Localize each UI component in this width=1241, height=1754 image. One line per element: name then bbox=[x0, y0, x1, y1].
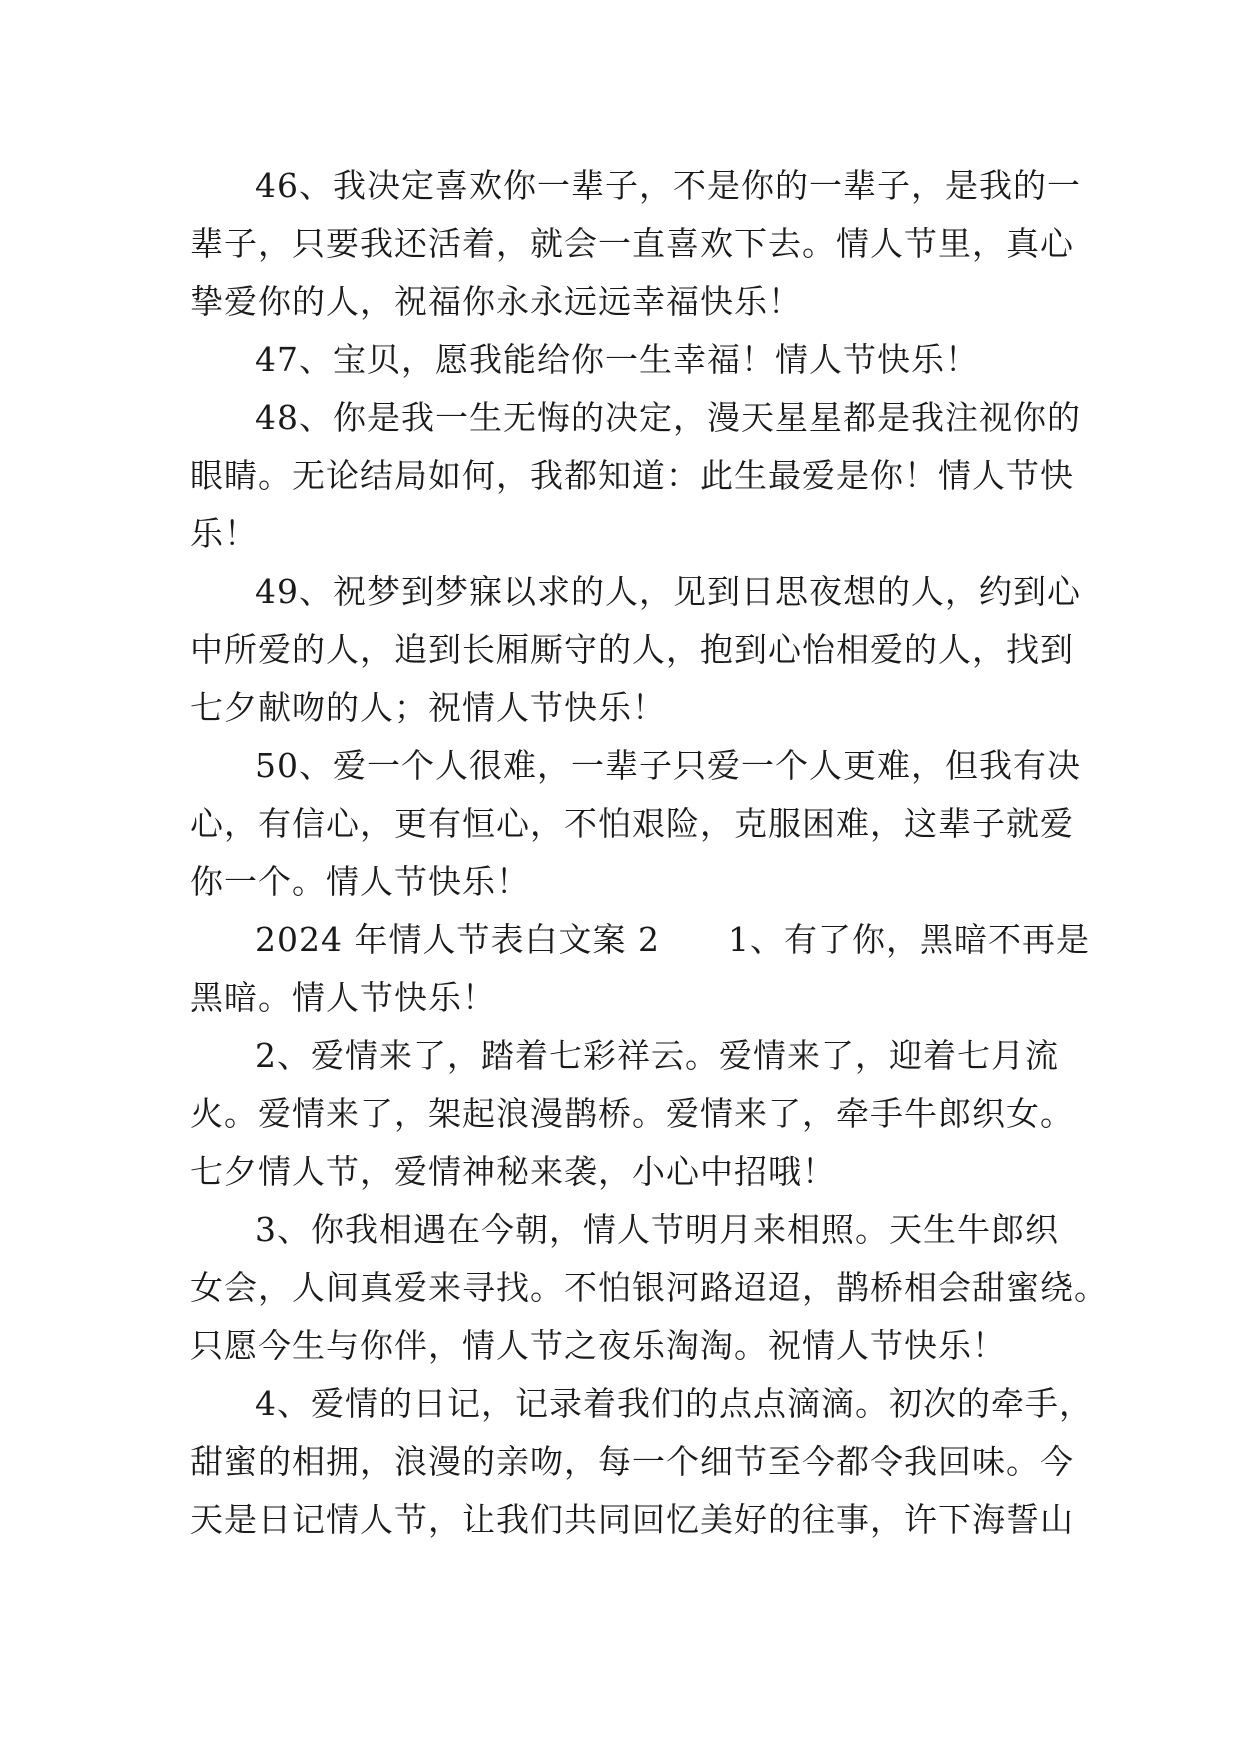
text-line: 七夕情人节，爱情神秘来袭，小心中招哦！ bbox=[190, 1152, 836, 1191]
text-line: 50、爱一个人很难，一辈子只爱一个人更难，但我有决 bbox=[255, 746, 1081, 785]
text-line: 七夕献吻的人；祝情人节快乐！ bbox=[190, 688, 666, 727]
text-line: 天是日记情人节，让我们共同回忆美好的往事，许下海誓山 bbox=[190, 1500, 1074, 1539]
text-line: 46、我决定喜欢你一辈子，不是你的一辈子，是我的一 bbox=[255, 166, 1081, 205]
text-line: 2、爱情来了，踏着七彩祥云。爱情来了，迎着七月流 bbox=[255, 1036, 1059, 1075]
text-line: 48、你是我一生无悔的决定，漫天星星都是我注视你的 bbox=[255, 398, 1081, 437]
text-line: 中所爱的人，追到长厢厮守的人，抱到心怡相爱的人，找到 bbox=[190, 630, 1074, 669]
text-line: 4、爱情的日记，记录着我们的点点滴滴。初次的牵手， bbox=[255, 1384, 1093, 1423]
text-line: 只愿今生与你伴，情人节之夜乐淘淘。祝情人节快乐！ bbox=[190, 1326, 1006, 1365]
text-line: 眼睛。无论结局如何，我都知道：此生最爱是你！情人节快 bbox=[190, 456, 1074, 495]
text-line: 火。爱情来了，架起浪漫鹊桥。爱情来了，牵手牛郎织女。 bbox=[190, 1094, 1074, 1133]
text-line: 心，有信心，更有恒心，不怕艰险，克服困难，这辈子就爱 bbox=[190, 804, 1074, 843]
text-line: 49、祝梦到梦寐以求的人，见到日思夜想的人，约到心 bbox=[255, 572, 1081, 611]
text-line: 3、你我相遇在今朝，情人节明月来相照。天生牛郎织 bbox=[255, 1210, 1059, 1249]
text-line: 你一个。情人节快乐！ bbox=[190, 862, 530, 901]
section-heading-line: 2024 年情人节表白文案 2 1、有了你，黑暗不再是 bbox=[255, 920, 1090, 959]
text-line: 女会，人间真爱来寻找。不怕银河路迢迢，鹊桥相会甜蜜绕。 bbox=[190, 1268, 1108, 1307]
text-line: 挚爱你的人，祝福你永永远远幸福快乐！ bbox=[190, 282, 802, 321]
text-line: 甜蜜的相拥，浪漫的亲吻，每一个细节至今都令我回味。今 bbox=[190, 1442, 1074, 1481]
text-line: 辈子，只要我还活着，就会一直喜欢下去。情人节里，真心 bbox=[190, 224, 1074, 263]
text-line: 黑暗。情人节快乐！ bbox=[190, 978, 496, 1017]
text-line: 乐！ bbox=[190, 514, 258, 553]
text-line: 47、宝贝，愿我能给你一生幸福！情人节快乐！ bbox=[255, 340, 979, 379]
